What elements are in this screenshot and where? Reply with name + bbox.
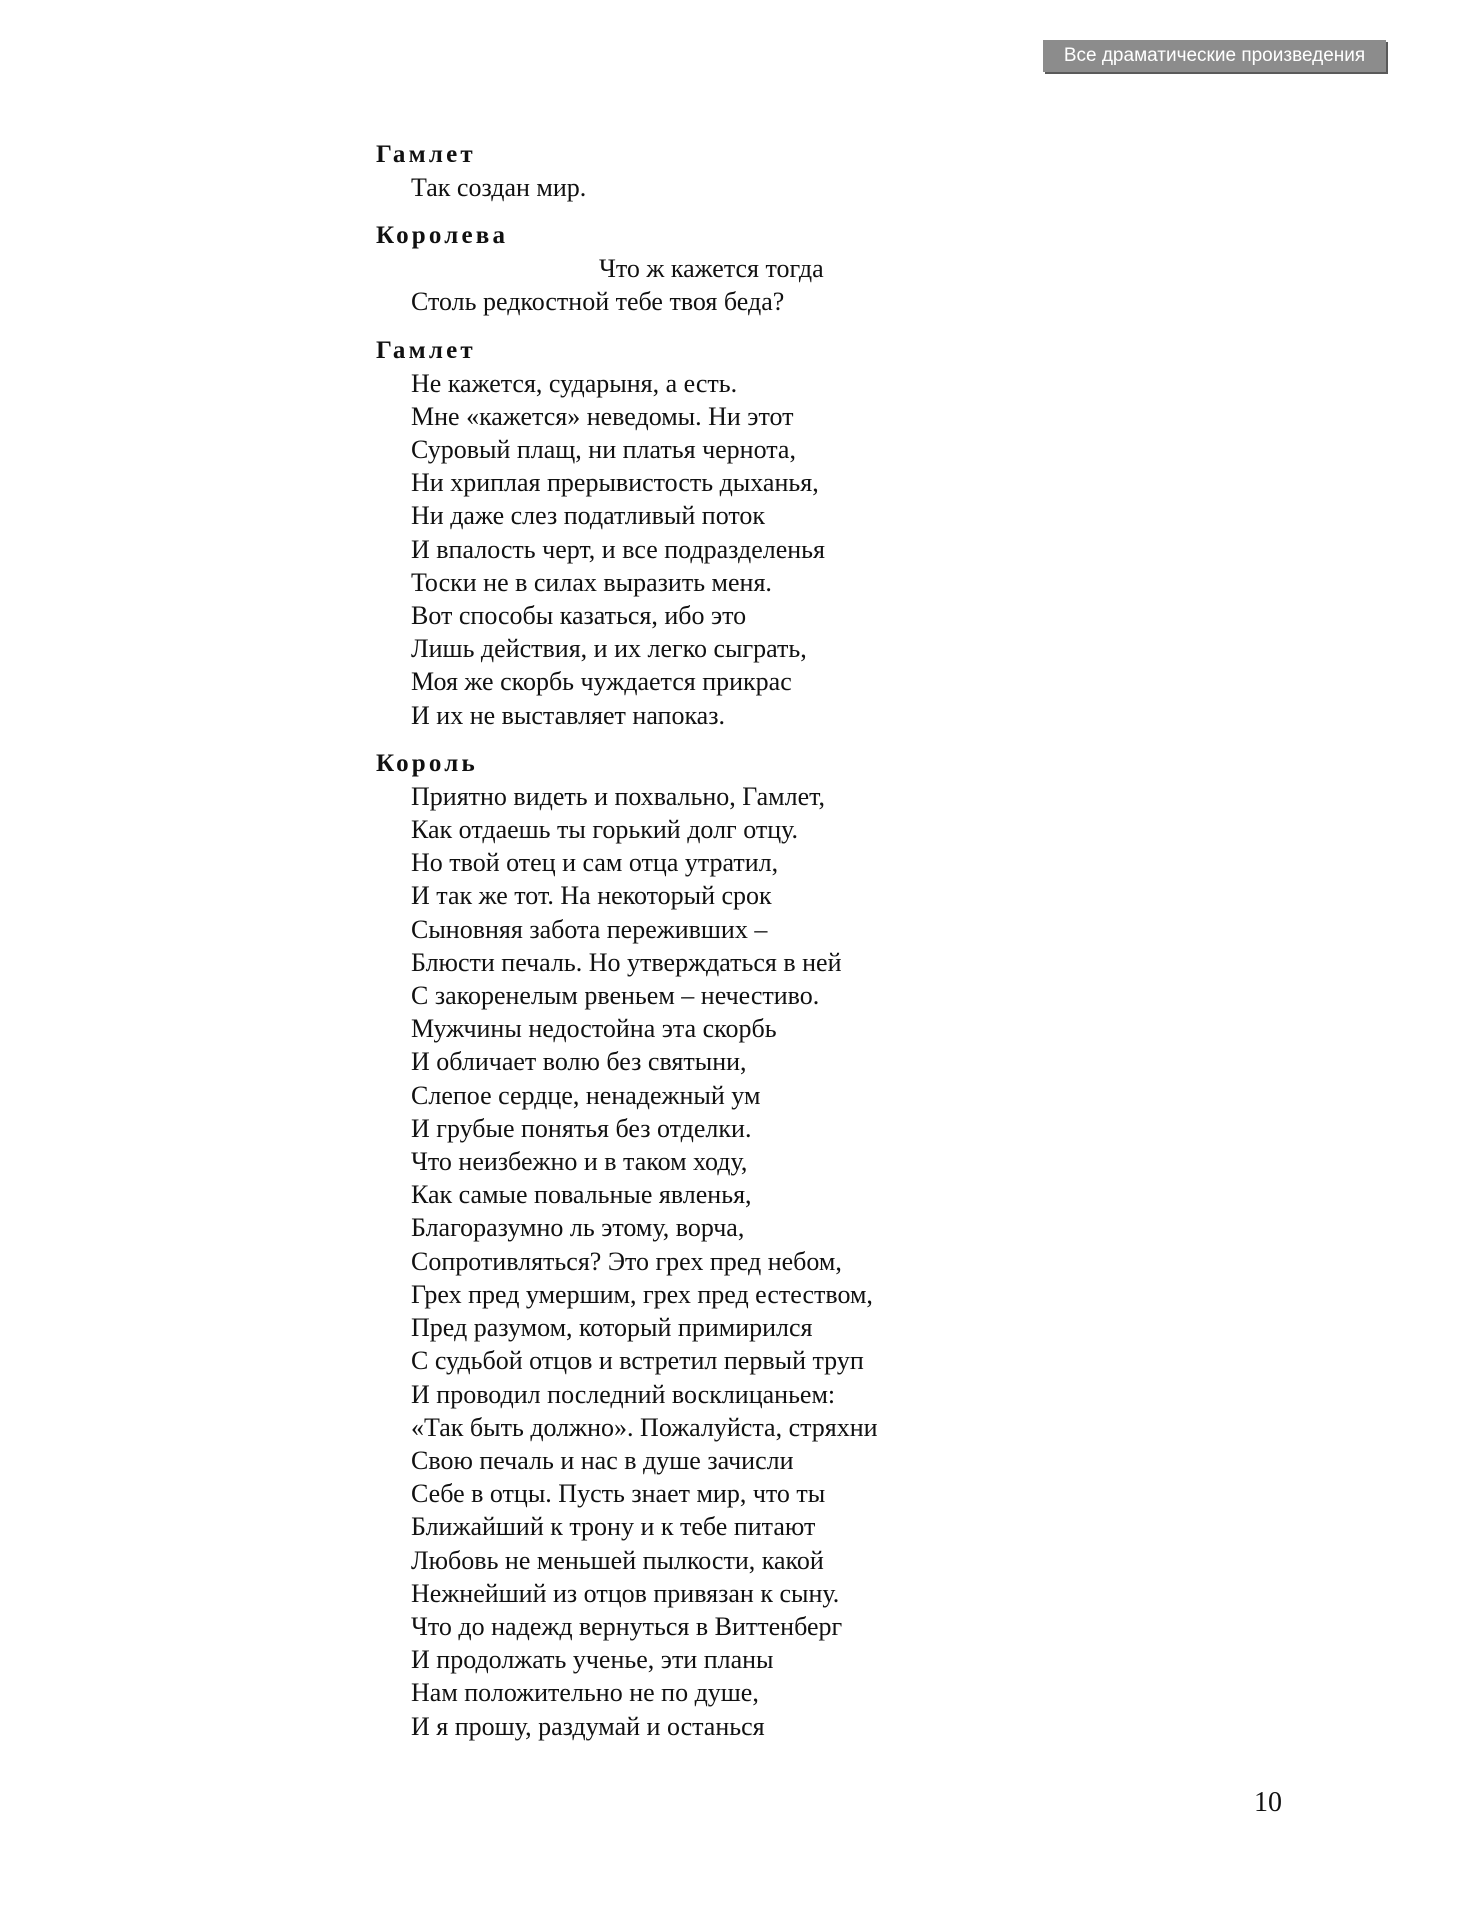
verse-line: Как отдаешь ты горький долг отцу.: [411, 815, 799, 845]
verse-line: Грех пред умершим, грех пред естеством,: [411, 1279, 873, 1309]
verse-line: Как самые повальные явленья,: [411, 1180, 752, 1210]
verse-line: Ни даже слез податливый поток: [411, 501, 766, 531]
verse-line: Что неизбежно и в таком ходу,: [411, 1147, 748, 1177]
speaker-name: Королева: [376, 222, 509, 250]
verse-line: Любовь не меньшей пылкости, какой: [411, 1545, 824, 1575]
verse-line: Ближайший к трону и к тебе питают: [411, 1512, 816, 1542]
verse-line: Мужчины недостойна эта скорбь: [411, 1014, 777, 1044]
speaker-name: Гамлет: [376, 336, 476, 364]
verse-line: Сыновняя забота переживших –: [411, 914, 768, 944]
verse-line: Что до надежд вернуться в Виттенберг: [411, 1611, 843, 1641]
verse-line: Мне «кажется» неведомы. Ни этот: [411, 401, 794, 431]
verse-line: Слепое сердце, ненадежный ум: [411, 1080, 761, 1110]
page-number: 10: [1254, 1787, 1282, 1818]
verse-line: И я прошу, раздумай и останься: [411, 1711, 765, 1741]
speaker-name: Гамлет: [376, 141, 476, 168]
verse-line: С закоренелым рвеньем – нечестиво.: [411, 981, 820, 1011]
running-header: Все драматические произведения: [1043, 40, 1386, 72]
verse-line: Вот способы казаться, ибо это: [411, 601, 747, 631]
verse-line: И продолжать ученье, эти планы: [411, 1645, 774, 1675]
verse-line: Нежнейший из отцов привязан к сыну.: [411, 1578, 840, 1608]
verse-line: Не кажется, сударыня, а есть.: [411, 368, 738, 398]
verse-line: Столь редкостной тебе твоя беда?: [411, 287, 785, 317]
verse-line: И проводил последний восклицаньем:: [411, 1379, 836, 1409]
verse-line: Благоразумно ль этому, ворча,: [411, 1213, 745, 1243]
verse-line: Нам положительно не по душе,: [411, 1678, 759, 1708]
verse-line: Себе в отцы. Пусть знает мир, что ты: [411, 1479, 826, 1509]
speech-hamlet-1: [376, 138, 1076, 204]
verse-line: Ни хриплая прерывистость дыханья,: [411, 468, 819, 498]
speech-queen: [376, 219, 1076, 318]
verse-line: Так создан мир.: [411, 173, 587, 202]
verse-line: И их не выставляет напоказ.: [411, 700, 725, 730]
verse-line: Суровый плащ, ни платья чернота,: [411, 435, 796, 465]
play-text: [376, 138, 1076, 1758]
verse-line: Моя же скорбь чуждается прикрас: [411, 667, 792, 697]
verse-line: Сопротивляться? Это грех пред небом,: [411, 1246, 842, 1276]
verse-line: Но твой отец и сам отца утратил,: [411, 848, 779, 878]
verse-line-continued: Что ж кажется тогда: [599, 254, 824, 284]
speech-hamlet-2: [376, 334, 1076, 732]
verse-line: И впалость черт, и все подразделенья: [411, 534, 825, 564]
verse-line: Приятно видеть и похвально, Гамлет,: [411, 781, 826, 811]
speaker-name: Король: [376, 749, 478, 777]
verse-line: И так же тот. На некоторый срок: [411, 881, 772, 911]
verse-line: Тоски не в силах выразить меня.: [411, 567, 772, 597]
speech-king: [376, 747, 1076, 1743]
verse-line: Пред разумом, который примирился: [411, 1313, 813, 1343]
verse-line: С судьбой отцов и встретил первый труп: [411, 1346, 864, 1376]
verse-line: Блюсти печаль. Но утверждаться в ней: [411, 947, 842, 977]
verse-line: Свою печаль и нас в душе зачисли: [411, 1445, 794, 1475]
verse-line: И обличает волю без святыни,: [411, 1047, 747, 1077]
verse-line: «Так быть должно». Пожалуйста, стряхни: [411, 1412, 878, 1442]
verse-line: Лишь действия, и их легко сыграть,: [411, 634, 807, 664]
verse-line: И грубые понятья без отделки.: [411, 1113, 752, 1143]
